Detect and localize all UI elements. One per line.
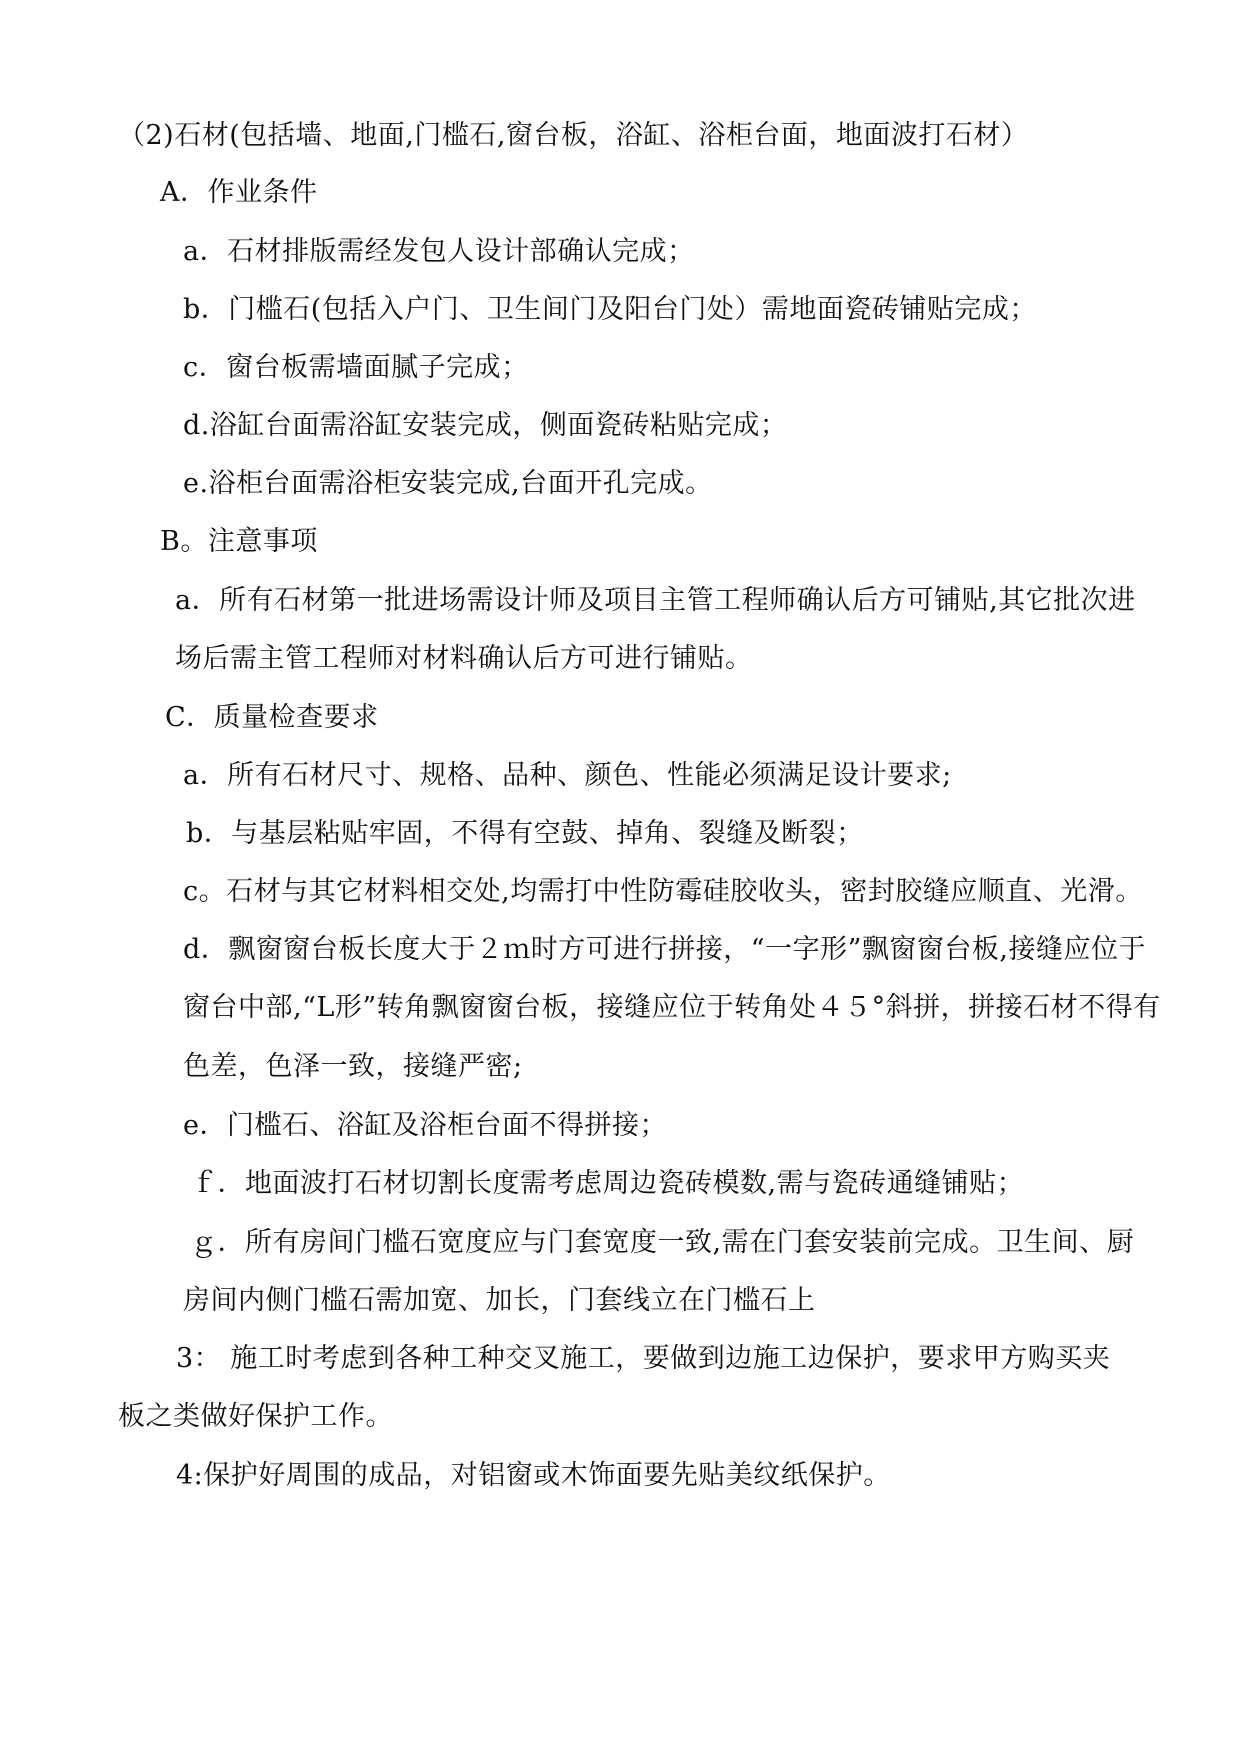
- subheading-notes: B。注意事项: [160, 526, 318, 557]
- list-item: b．门槛石(包括入户门、卫生间门及阳台门处）需地面瓷砖铺贴完成；: [183, 294, 1037, 325]
- list-item-continuation: 色差，色泽一致，接缝严密;: [183, 1051, 523, 1082]
- list-item: a．石材排版需经发包人设计部确认完成；: [183, 236, 695, 267]
- paragraph-continuation: 板之类做好保护工作。: [118, 1401, 393, 1432]
- list-item: c。石材与其它材料相交处,均需打中性防霉硅胶收头，密封胶缝应顺直、光滑。: [183, 876, 1143, 907]
- list-item: e.浴柜台面需浴柜安装完成,台面开孔完成。: [183, 468, 713, 499]
- section-heading-stone: （2)石材(包括墙、地面,门槛石,窗台板，浴缸、浴柜台面，地面波打石材）: [118, 120, 1029, 151]
- numbered-paragraph: 4:保护好周围的成品，对铝窗或木饰面要先贴美纹纸保护。: [176, 1460, 891, 1491]
- subheading-work-conditions: A．作业条件: [160, 177, 318, 208]
- list-item: b．与基层粘贴牢固，不得有空鼓、掉角、裂缝及断裂；: [186, 818, 864, 849]
- list-item: e．门槛石、浴缸及浴柜台面不得拼接；: [183, 1110, 667, 1141]
- list-item: d.浴缸台面需浴缸安装完成，侧面瓷砖粘贴完成；: [183, 410, 788, 441]
- list-item: a．所有石材尺寸、规格、品种、颜色、性能必须满足设计要求;: [183, 760, 952, 791]
- list-item: c．窗台板需墙面腻子完成；: [183, 352, 529, 383]
- subheading-quality-inspection: C．质量检查要求: [165, 702, 379, 733]
- list-item-continuation: 房间内侧门槛石需加宽、加长，门套线立在门槛石上: [183, 1285, 816, 1316]
- list-item-continuation: 场后需主管工程师对材料确认后方可进行铺贴。: [175, 643, 753, 674]
- list-item-continuation: 窗台中部,“L形”转角飘窗窗台板，接缝应位于转角处４５°斜拼，拼接石材不得有: [183, 992, 1161, 1023]
- list-item: a．所有石材第一批进场需设计师及项目主管工程师确认后方可铺贴,其它批次进: [175, 585, 1136, 616]
- list-item: ｇ．所有房间门槛石宽度应与门套宽度一致,需在门套安装前完成。卫生间、厨: [190, 1227, 1135, 1258]
- list-item: ｆ．地面波打石材切割长度需考虑周边瓷砖模数,需与瓷砖通缝铺贴；: [190, 1168, 1025, 1199]
- numbered-paragraph: 3： 施工时考虑到各种工种交叉施工，要做到边施工边保护，要求甲方购买夹: [176, 1343, 1111, 1374]
- list-item: d．飘窗窗台板长度大于２ｍ时方可进行拼接，“一字形”飘窗窗台板,接缝应位于: [183, 934, 1146, 965]
